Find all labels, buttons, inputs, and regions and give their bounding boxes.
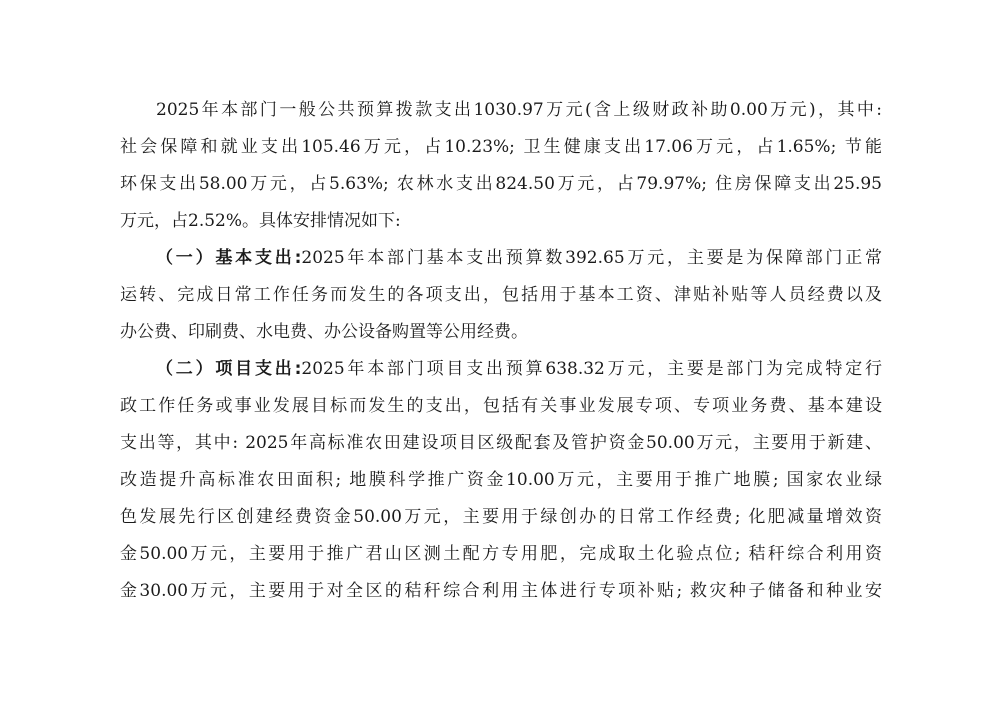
project-expenditure-first-line [120, 351, 882, 388]
project-expenditure-line-2: 政工作任务或事业发展目标而发生的支出，包括有关事业发展专项、专项业务费、基本建设 [120, 396, 882, 416]
project-expenditure-line-3: 支出等，其中: 2025年高标准农田建设项目区级配套及管护资金50.00万元，主要用于新建、 [120, 433, 882, 453]
project-expenditure-line-4: 改造提升高标准农田面积; 地膜科学推广资金10.00万元，主要用于推广地膜; 国家农业绿 [120, 470, 882, 490]
intro-line-2: 社会保障和就业支出105.46万元，占10.23%; 卫生健康支出17.06万元，占1.65%; 节能 [120, 137, 882, 157]
intro-line-4: 万元，占2.52%。具体安排情况如下: [120, 211, 401, 231]
project-expenditure-line-5: 色发展先行区创建经费资金50.00万元，主要用于绿创办的日常工作经费; 化肥减量增效资 [120, 507, 882, 527]
intro-line-1: 2025年本部门一般公共预算拨款支出1030.97万元(含上级财政补助0.00万元)，其中: [156, 100, 882, 120]
basic-expenditure-first-line [120, 240, 882, 277]
budget-text-body [120, 92, 882, 610]
basic-expenditure-heading: （一）基本支出: [156, 248, 302, 268]
basic-expenditure-text: 2025年本部门基本支出预算数392.65万元，主要是为保障部门正常 [301, 248, 882, 268]
intro-line-3: 环保支出58.00万元，占5.63%; 农林水支出824.50万元，占79.97%; 住房保障支出25.95 [120, 174, 882, 194]
basic-expenditure-line-2: 运转、完成日常工作任务而发生的各项支出，包括用于基本工资、津贴补贴等人员经费以及 [120, 285, 882, 305]
project-expenditure-line-6: 金50.00万元，主要用于推广君山区测土配方专用肥，完成取土化验点位; 秸秆综合利用资 [120, 544, 882, 564]
basic-expenditure-line-3: 办公费、印刷费、水电费、办公设备购置等公用经费。 [120, 322, 528, 342]
project-expenditure-line-7: 金30.00万元，主要用于对全区的秸秆综合利用主体进行专项补贴; 救灾种子储备和种业安 [120, 581, 882, 601]
project-expenditure-heading: （二）项目支出: [156, 359, 302, 379]
project-expenditure-text: 2025年本部门项目支出预算638.32万元，主要是部门为完成特定行 [301, 359, 882, 379]
